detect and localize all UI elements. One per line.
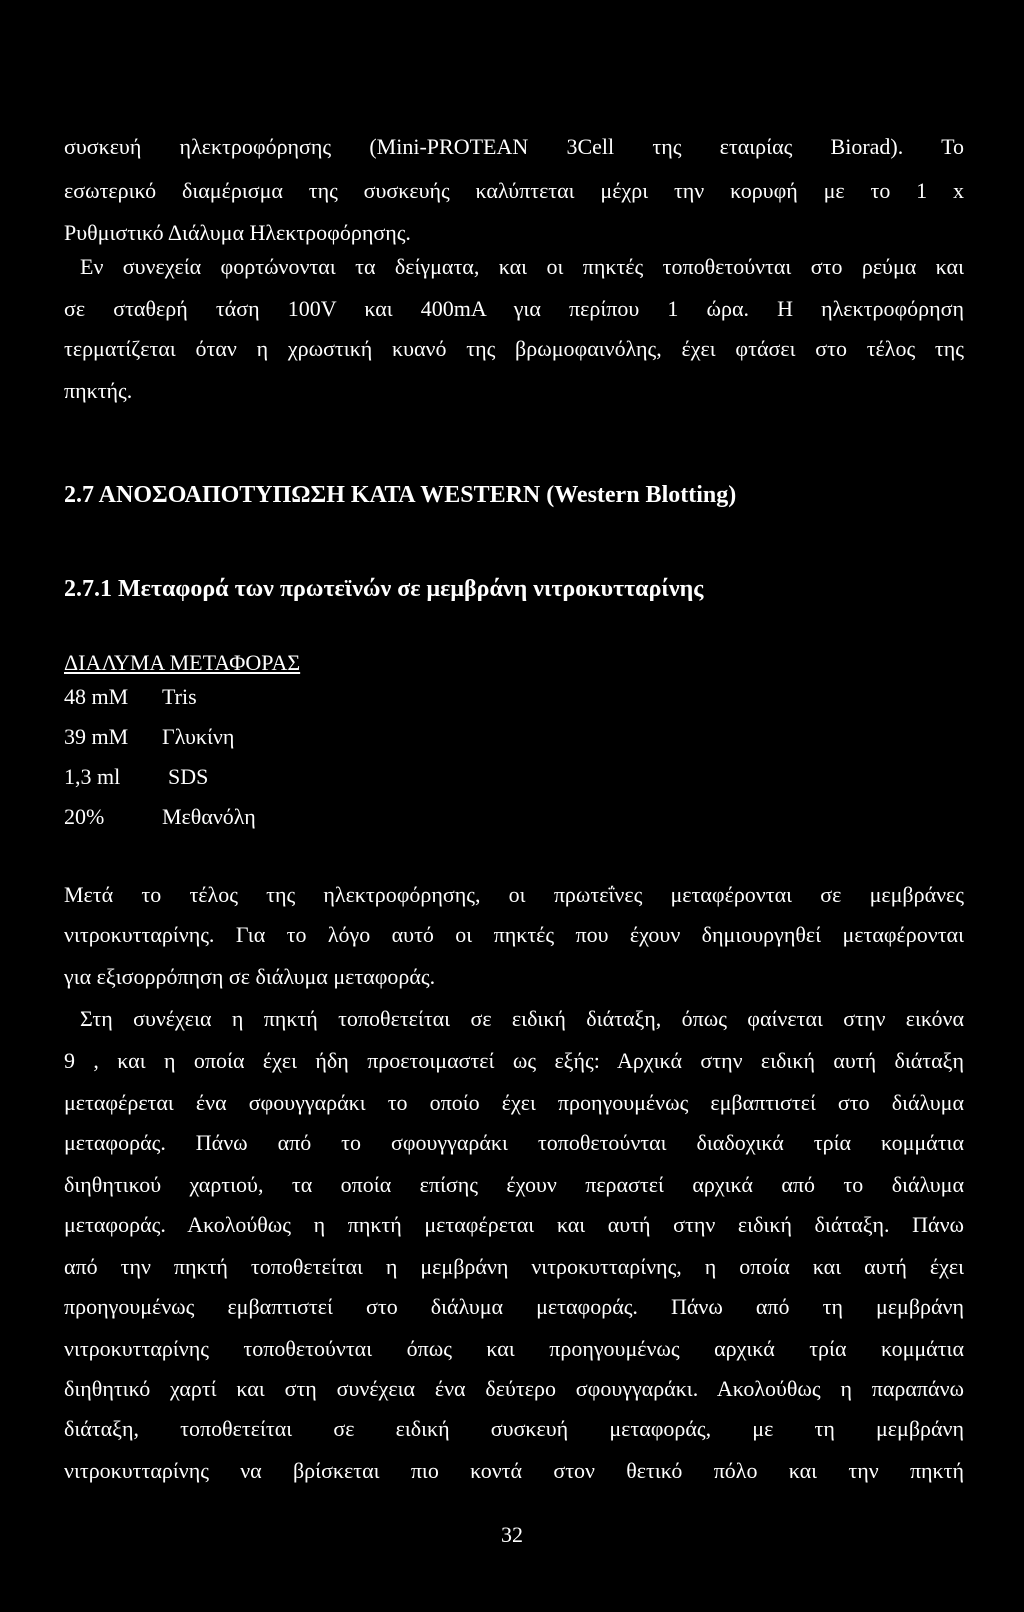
solution-amount: 48 mM — [64, 684, 129, 709]
paragraph3-line: νιτροκυτταρίνης. Για το λόγο αυτό οι πηκτές που έχουν δημιουργηθεί μεταφέρονται — [64, 922, 964, 947]
page-number: 32 — [501, 1522, 523, 1547]
solution-amount: 20% — [64, 804, 105, 829]
document-page — [64, 0, 964, 1612]
paragraph4-line: διηθητικού χαρτιού, τα οποία επίσης έχουν περαστεί αρχικά από το διάλυμα — [64, 1172, 964, 1197]
paragraph2-line: πηκτής. — [64, 378, 133, 403]
paragraph4-line: Στη συνέχεια η πηκτή τοποθετείται σε ειδική διάταξη, όπως φαίνεται στην εικόνα — [80, 1006, 964, 1031]
section-heading: 2.7 ΑΝΟΣΟΑΠΟΤΥΠΩΣΗ ΚΑΤΑ WESTERN (Western Blotting) — [64, 482, 737, 508]
paragraph4-line: νιτροκυτταρίνης τοποθετούνται όπως και προηγουμένως αρχικά τρία κομμάτια — [64, 1336, 964, 1361]
paragraph4-line: μεταφέρεται ένα σφουγγαράκι το οποίο έχει προηγουμένως εμβαπτιστεί στο διάλυμα — [64, 1090, 964, 1115]
solution-amount: 39 mM — [64, 724, 129, 749]
paragraph4-line: διηθητικό χαρτί και στη συνέχεια ένα δεύτερο σφουγγαράκι. Ακολούθως η παραπάνω — [64, 1376, 964, 1401]
solution-reagent: Γλυκίνη — [162, 724, 235, 749]
subsection-heading: 2.7.1 Μεταφορά των πρωτεϊνών σε μεμβράνη νιτροκυτταρίνης — [64, 576, 704, 602]
solution-title: ΔΙΑΛΥΜΑ ΜΕΤΑΦΟΡΑΣ — [64, 650, 301, 675]
paragraph1-line: συσκευή ηλεκτροφόρησης (Mini-PROTEAN 3Cell της εταιρίας Biorad). Το — [64, 134, 964, 159]
solution-reagent: Tris — [162, 684, 197, 709]
paragraph4-line: 9 , και η οποία έχει ήδη προετοιμαστεί ως εξής: Αρχικά στην ειδική αυτή διάταξη — [64, 1048, 964, 1073]
solution-amount: 1,3 ml — [64, 764, 121, 789]
paragraph2-line: τερματίζεται όταν η χρωστική κυανό της βρωμοφαινόλης, έχει φτάσει στο τέλος της — [64, 336, 964, 361]
paragraph4-line: από την πηκτή τοποθετείται η μεμβράνη νιτροκυτταρίνης, η οποία και αυτή έχει — [64, 1254, 964, 1279]
paragraph4-line: προηγουμένως εμβαπτιστεί στο διάλυμα μεταφοράς. Πάνω από τη μεμβράνη — [64, 1294, 964, 1319]
paragraph3-line: για εξισορρόπηση σε διάλυμα μεταφοράς. — [64, 964, 436, 989]
paragraph1-line: Ρυθμιστικό Διάλυμα Ηλεκτροφόρησης. — [64, 220, 411, 245]
solution-reagent: SDS — [168, 764, 209, 789]
paragraph4-line: διάταξη, τοποθετείται σε ειδική συσκευή μεταφοράς, με τη μεμβράνη — [64, 1416, 964, 1441]
paragraph1-line: εσωτερικό διαμέρισμα της συσκευής καλύπτεται μέχρι την κορυφή με το 1 x — [64, 178, 964, 203]
solution-reagent: Μεθανόλη — [162, 804, 256, 829]
paragraph3-line: Μετά το τέλος της ηλεκτροφόρησης, οι πρωτεΐνες μεταφέρονται σε μεμβράνες — [64, 882, 964, 907]
paragraph4-line: μεταφοράς. Ακολούθως η πηκτή μεταφέρεται και αυτή στην ειδική διάταξη. Πάνω — [64, 1212, 964, 1237]
paragraph2-line: Εν συνεχεία φορτώνονται τα δείγματα, και οι πηκτές τοποθετούνται στο ρεύμα και — [80, 254, 964, 279]
paragraph4-line: νιτροκυτταρίνης να βρίσκεται πιο κοντά στον θετικό πόλο και την πηκτή — [64, 1458, 964, 1483]
paragraph4-line: μεταφοράς. Πάνω από το σφουγγαράκι τοποθετούνται διαδοχικά τρία κομμάτια — [64, 1130, 964, 1155]
paragraph2-line: σε σταθερή τάση 100V και 400mA για περίπου 1 ώρα. Η ηλεκτροφόρηση — [64, 296, 964, 321]
